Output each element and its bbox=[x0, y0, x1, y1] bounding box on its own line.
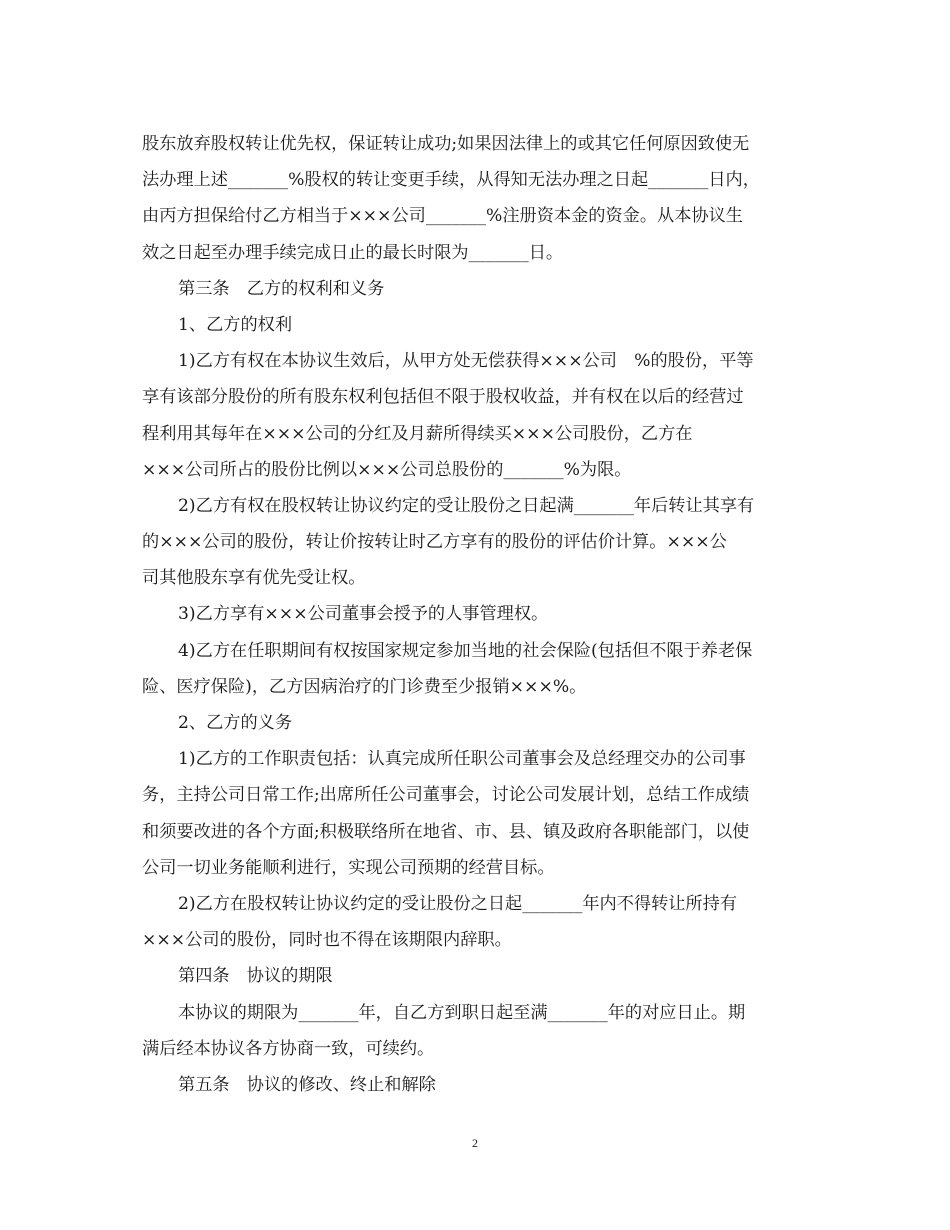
paragraph-first-line: 4)乙方在任职期间有权按国家规定参加当地的社会保险(包括但不限于养老保 bbox=[178, 640, 753, 661]
paragraph-line: ×××公司所占的股份比例以×××公司总股份的_______%为限。 bbox=[142, 459, 632, 480]
paragraph-line: 公司一切业务能顺利进行，实现公司预期的经营目标。 bbox=[142, 857, 555, 878]
paragraph-line: 法办理上述_______%股权的转让变更手续，从得知无法办理之日起_______日内， bbox=[142, 170, 760, 191]
paragraph-first-line: 第五条 协议的修改、终止和解除 bbox=[178, 1074, 436, 1095]
paragraph-first-line: 2、乙方的义务 bbox=[178, 713, 293, 733]
paragraph-line: 的×××公司的股份，转让价按转让时乙方享有的股份的评估价计算。×××公 bbox=[142, 532, 727, 553]
paragraph-first-line: 1)乙方有权在本协议生效后，从甲方处无偿获得×××公司 %的股份，平等 bbox=[178, 351, 754, 372]
paragraph-first-line: 2)乙方在股权转让协议约定的受让股份之日起_______年内不得转让所持有 bbox=[178, 893, 738, 914]
paragraph-line: 司其他股东享有优先受让权。 bbox=[142, 568, 366, 589]
paragraph-line: 满后经本协议各方协商一致，可续约。 bbox=[142, 1038, 435, 1059]
paragraph-line: 效之日起至办理手续完成日止的最长时限为_______日。 bbox=[142, 242, 564, 263]
paragraph-line: 险、医疗保险)，乙方因病治疗的门诊费至少报销×××%。 bbox=[142, 676, 587, 697]
paragraph-line: ×××公司的股份，同时也不得在该期限内辞职。 bbox=[142, 930, 512, 951]
paragraph-first-line: 第三条 乙方的权利和义务 bbox=[178, 278, 385, 299]
document-body bbox=[142, 126, 810, 1103]
paragraph-first-line: 1)乙方的工作职责包括：认真完成所任职公司董事会及总经理交办的公司事 bbox=[178, 749, 746, 770]
paragraph-first-line: 3)乙方享有×××公司董事会授予的人事管理权。 bbox=[178, 604, 549, 625]
paragraph-first-line: 1、乙方的权利 bbox=[178, 314, 293, 335]
paragraph-first-line: 本协议的期限为_______年，自乙方到职日起至满_______年的对应日止。期 bbox=[178, 1002, 746, 1023]
paragraph-line: 程利用其每年在×××公司的分红及月薪所得续买×××公司股份，乙方在 bbox=[142, 423, 693, 444]
paragraph-first-line: 第四条 协议的期限 bbox=[178, 966, 333, 987]
paragraph-first-line: 2)乙方有权在股权转让协议约定的受让股份之日起满_______年后转让其享有 bbox=[178, 495, 755, 516]
paragraph-line: 享有该部分股份的所有股东权利包括但不限于股权收益，并有权在以后的经营过 bbox=[142, 387, 744, 408]
paragraph-line: 务，主持公司日常工作;出席所任公司董事会，讨论公司发展计划，总结工作成绩 bbox=[142, 785, 750, 806]
paragraph-line: 由丙方担保给付乙方相当于×××公司_______%注册资本金的资金。从本协议生 bbox=[142, 206, 743, 227]
page-number: 2 bbox=[472, 1136, 478, 1150]
paragraph-line: 和须要改进的各个方面;积极联络所在地省、市、县、镇及政府各职能部门，以使 bbox=[142, 821, 750, 842]
paragraph-line: 股东放弃股权转让优先权，保证转让成功;如果因法律上的或其它任何原因致使无 bbox=[142, 134, 750, 154]
